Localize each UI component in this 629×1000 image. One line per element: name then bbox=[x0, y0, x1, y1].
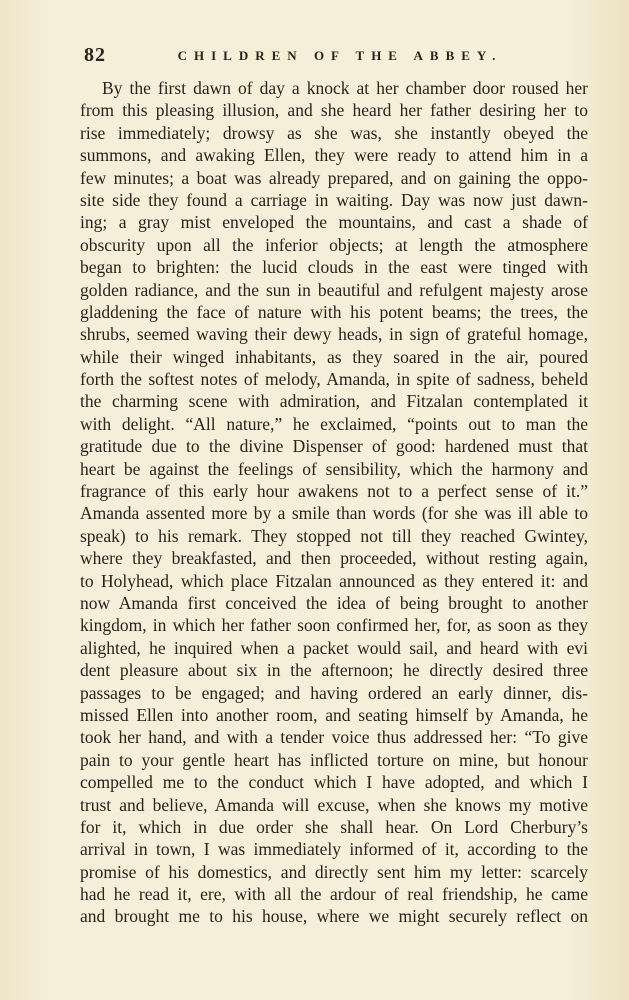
text-line: shrubs, seemed waving their dewy heads, in sign of grateful homage, bbox=[80, 324, 588, 345]
text-line: promise of his domestics, and directly sent him my letter: scarcely bbox=[80, 861, 588, 882]
text-line: By the first dawn of day a knock at her chamber door roused her bbox=[102, 78, 588, 98]
text-line: pain to your gentle heart has inflicted torture on mine, but honour bbox=[80, 749, 588, 770]
text-line: had he read it, ere, with all the ardour of real friendship, he came bbox=[80, 884, 588, 905]
text-line: site side they found a carriage in waiting. Day was now just dawn- bbox=[80, 189, 588, 210]
text-line: where they breakfasted, and then proceeded, without resting again, bbox=[80, 548, 588, 569]
page-header bbox=[84, 44, 584, 68]
text-line: to Holyhead, which place Fitzalan announced as they entered it: and bbox=[80, 570, 588, 591]
text-line: kingdom, in which her father soon confirmed her, for, as soon as they bbox=[80, 615, 588, 636]
body-text bbox=[80, 77, 588, 928]
text-line: now Amanda first conceived the idea of being brought to another bbox=[80, 592, 588, 613]
text-line: summons, and awaking Ellen, they were ready to attend him in a bbox=[80, 145, 588, 166]
text-line: compelled me to the conduct which I have adopted, and which I bbox=[80, 772, 588, 793]
text-line: while their winged inhabitants, as they soared in the air, poured bbox=[80, 346, 588, 367]
text-line: Amanda assented more by a smile than words (for she was ill able to bbox=[80, 503, 588, 524]
text-line: obscurity upon all the inferior objects; at length the atmosphere bbox=[80, 234, 588, 255]
text-line: arrival in town, I was immediately informed of it, according to the bbox=[80, 839, 588, 860]
text-line: for it, which in due order she shall hear. On Lord Cherbury’s bbox=[80, 816, 588, 837]
text-line: missed Ellen into another room, and seating himself by Amanda, he bbox=[80, 704, 588, 725]
text-line: and brought me to his house, where we might securely reflect on bbox=[80, 906, 588, 927]
running-head: CHILDREN OF THE ABBEY. bbox=[177, 48, 503, 63]
text-line: ing; a gray mist enveloped the mountains, and cast a shade of bbox=[80, 212, 588, 233]
text-line: alighted, he inquired when a packet would sail, and heard with evi bbox=[80, 637, 588, 658]
text-line: forth the softest notes of melody, Amanda, in spite of sadness, beheld bbox=[80, 369, 588, 390]
text-line: few minutes; a boat was already prepared, and on gaining the oppo- bbox=[80, 167, 588, 188]
text-line: from this pleasing illusion, and she heard her father desiring her to bbox=[80, 100, 588, 121]
page-number: 82 bbox=[84, 44, 106, 66]
text-line: gladdening the face of nature with his potent beams; the trees, the bbox=[80, 301, 588, 322]
text-line: rise immediately; drowsy as she was, she instantly obeyed the bbox=[80, 122, 588, 143]
text-line: heart be against the feelings of sensibility, which the harmony and bbox=[80, 458, 588, 479]
text-line: with delight. “All nature,” he exclaimed, “points out to man the bbox=[80, 413, 588, 434]
text-line: gratitude due to the divine Dispenser of good: hardened must that bbox=[80, 436, 588, 457]
text-line: trust and believe, Amanda will excuse, when she knows my motive bbox=[80, 794, 588, 815]
text-line: golden radiance, and the sun in beautiful and refulgent majesty arose bbox=[80, 279, 588, 300]
text-line: dent pleasure about six in the afternoon; he directly desired three bbox=[80, 660, 588, 681]
text-line: began to brighten: the lucid clouds in the east were tinged with bbox=[80, 257, 588, 278]
text-line: passages to be engaged; and having ordered an early dinner, dis- bbox=[80, 682, 588, 703]
text-line: speak) to his remark. They stopped not till they reached Gwintey, bbox=[80, 525, 588, 546]
text-line: fragrance of this early hour awakens not to a perfect sense of it.” bbox=[80, 481, 588, 502]
text-line: the charming scene with admiration, and Fitzalan contemplated it bbox=[80, 391, 588, 412]
text-line: took her hand, and with a tender voice thus addressed her: “To give bbox=[80, 727, 588, 748]
